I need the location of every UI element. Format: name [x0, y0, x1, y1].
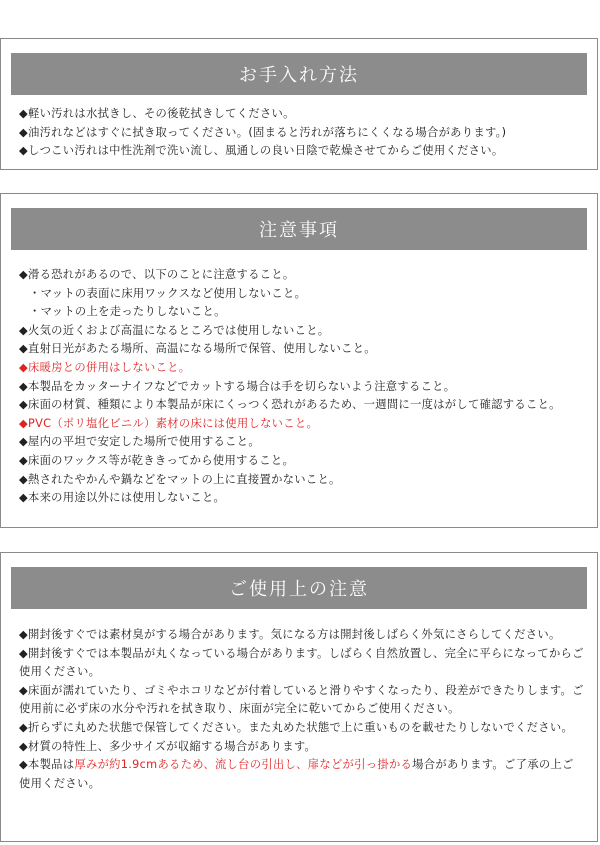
usage-last-prefix: ◆本製品は — [19, 758, 75, 772]
caution-item: ◆滑る恐れがあるので、以下のことに注意すること。 — [19, 268, 295, 281]
caution-item: ◆屋内の平坦で安定した場所で使用すること。 — [19, 435, 260, 449]
caution-section — [0, 193, 598, 528]
caution-item: ◆火気の近くおよび高温になるところでは使用しないこと。 — [19, 323, 330, 337]
red-bullet: ◆ — [19, 360, 28, 374]
caution-item-warning — [19, 415, 585, 434]
caution-subitem: ・マットの上を走ったりしないこと。 — [29, 305, 226, 319]
caution-item: ◆本製品をカッターナイフなどでカットする場合は手を切らないよう注意すること。 — [19, 379, 456, 393]
usage-item-warning — [19, 756, 585, 793]
caution-item: ◆直射日光があたる場所、高温になる場所で保管、使用しないこと。 — [19, 342, 376, 356]
care-item: ◆軽い汚れは水拭きし、その後乾拭きしてください。 — [19, 107, 295, 120]
care-section — [0, 38, 598, 170]
caution-subitem: ・マットの表面に床用ワックスなど使用しないこと。 — [29, 286, 307, 300]
usage-section — [0, 552, 598, 842]
red-bullet: ◆ — [19, 416, 28, 430]
usage-item: ◆開封後すぐでは本製品が丸くなっている場合があります。しばらく自然放置し、完全に平らになってからご使用ください。 — [19, 646, 584, 679]
care-item: ◆しつこい汚れは中性洗剤で洗い流し、風通しの良い日陰で乾燥させてからご使用ください。 — [19, 144, 504, 158]
care-title: お手入れ方法 — [11, 53, 587, 95]
warning-text: 床暖房との併用はしないこと。 — [28, 360, 191, 374]
usage-last-suffix: 場合があります。ご了承の上ご使用ください。 — [19, 758, 574, 790]
caution-item-warning — [19, 359, 585, 378]
caution-item: ◆床面のワックス等が乾ききってから使用すること。 — [19, 453, 295, 467]
care-item: ◆油汚れなどはすぐに拭き取ってください。(固まると汚れが落ちにくくなる場合があります。) — [19, 125, 507, 139]
usage-item: ◆材質の特性上、多少サイズが収縮する場合があります。 — [19, 739, 317, 753]
caution-list — [19, 266, 585, 508]
usage-title: ご使用上の注意 — [11, 567, 587, 609]
warning-text: PVC（ポリ塩化ビニル）素材の床には使用しないこと。 — [28, 416, 319, 430]
usage-item: ◆折らずに丸めた状態で保管してください。また丸めた状態で上に重いものを載せたりしないでください。 — [19, 720, 574, 734]
usage-item: ◆開封後すぐでは素材臭がする場合があります。気になる方は開封後しばらく外気にさらしてください。 — [19, 628, 561, 641]
caution-item: ◆熱されたやかんや鍋などをマットの上に直接置かないこと。 — [19, 472, 341, 486]
care-list — [19, 105, 585, 161]
caution-item: ◆床面の材質、種類により本製品が床にくっつく恐れがあるため、一週間に一度はがして確認すること。 — [19, 398, 561, 412]
usage-last-warning: 厚みが約1.9cmあるため、流し台の引出し、扉などが引っ掛かる — [74, 758, 413, 772]
caution-item: ◆本来の用途以外には使用しないこと。 — [19, 491, 226, 505]
usage-item: ◆床面が濡れていたり、ゴミやホコリなどが付着していると滑りやすくなったり、段差ができたりします。ご使用前に必ず床の水分や汚れを拭き取り、床面が完全に乾いてからご使用ください。 — [19, 683, 584, 716]
usage-list — [19, 626, 585, 793]
caution-title: 注意事項 — [11, 208, 587, 250]
